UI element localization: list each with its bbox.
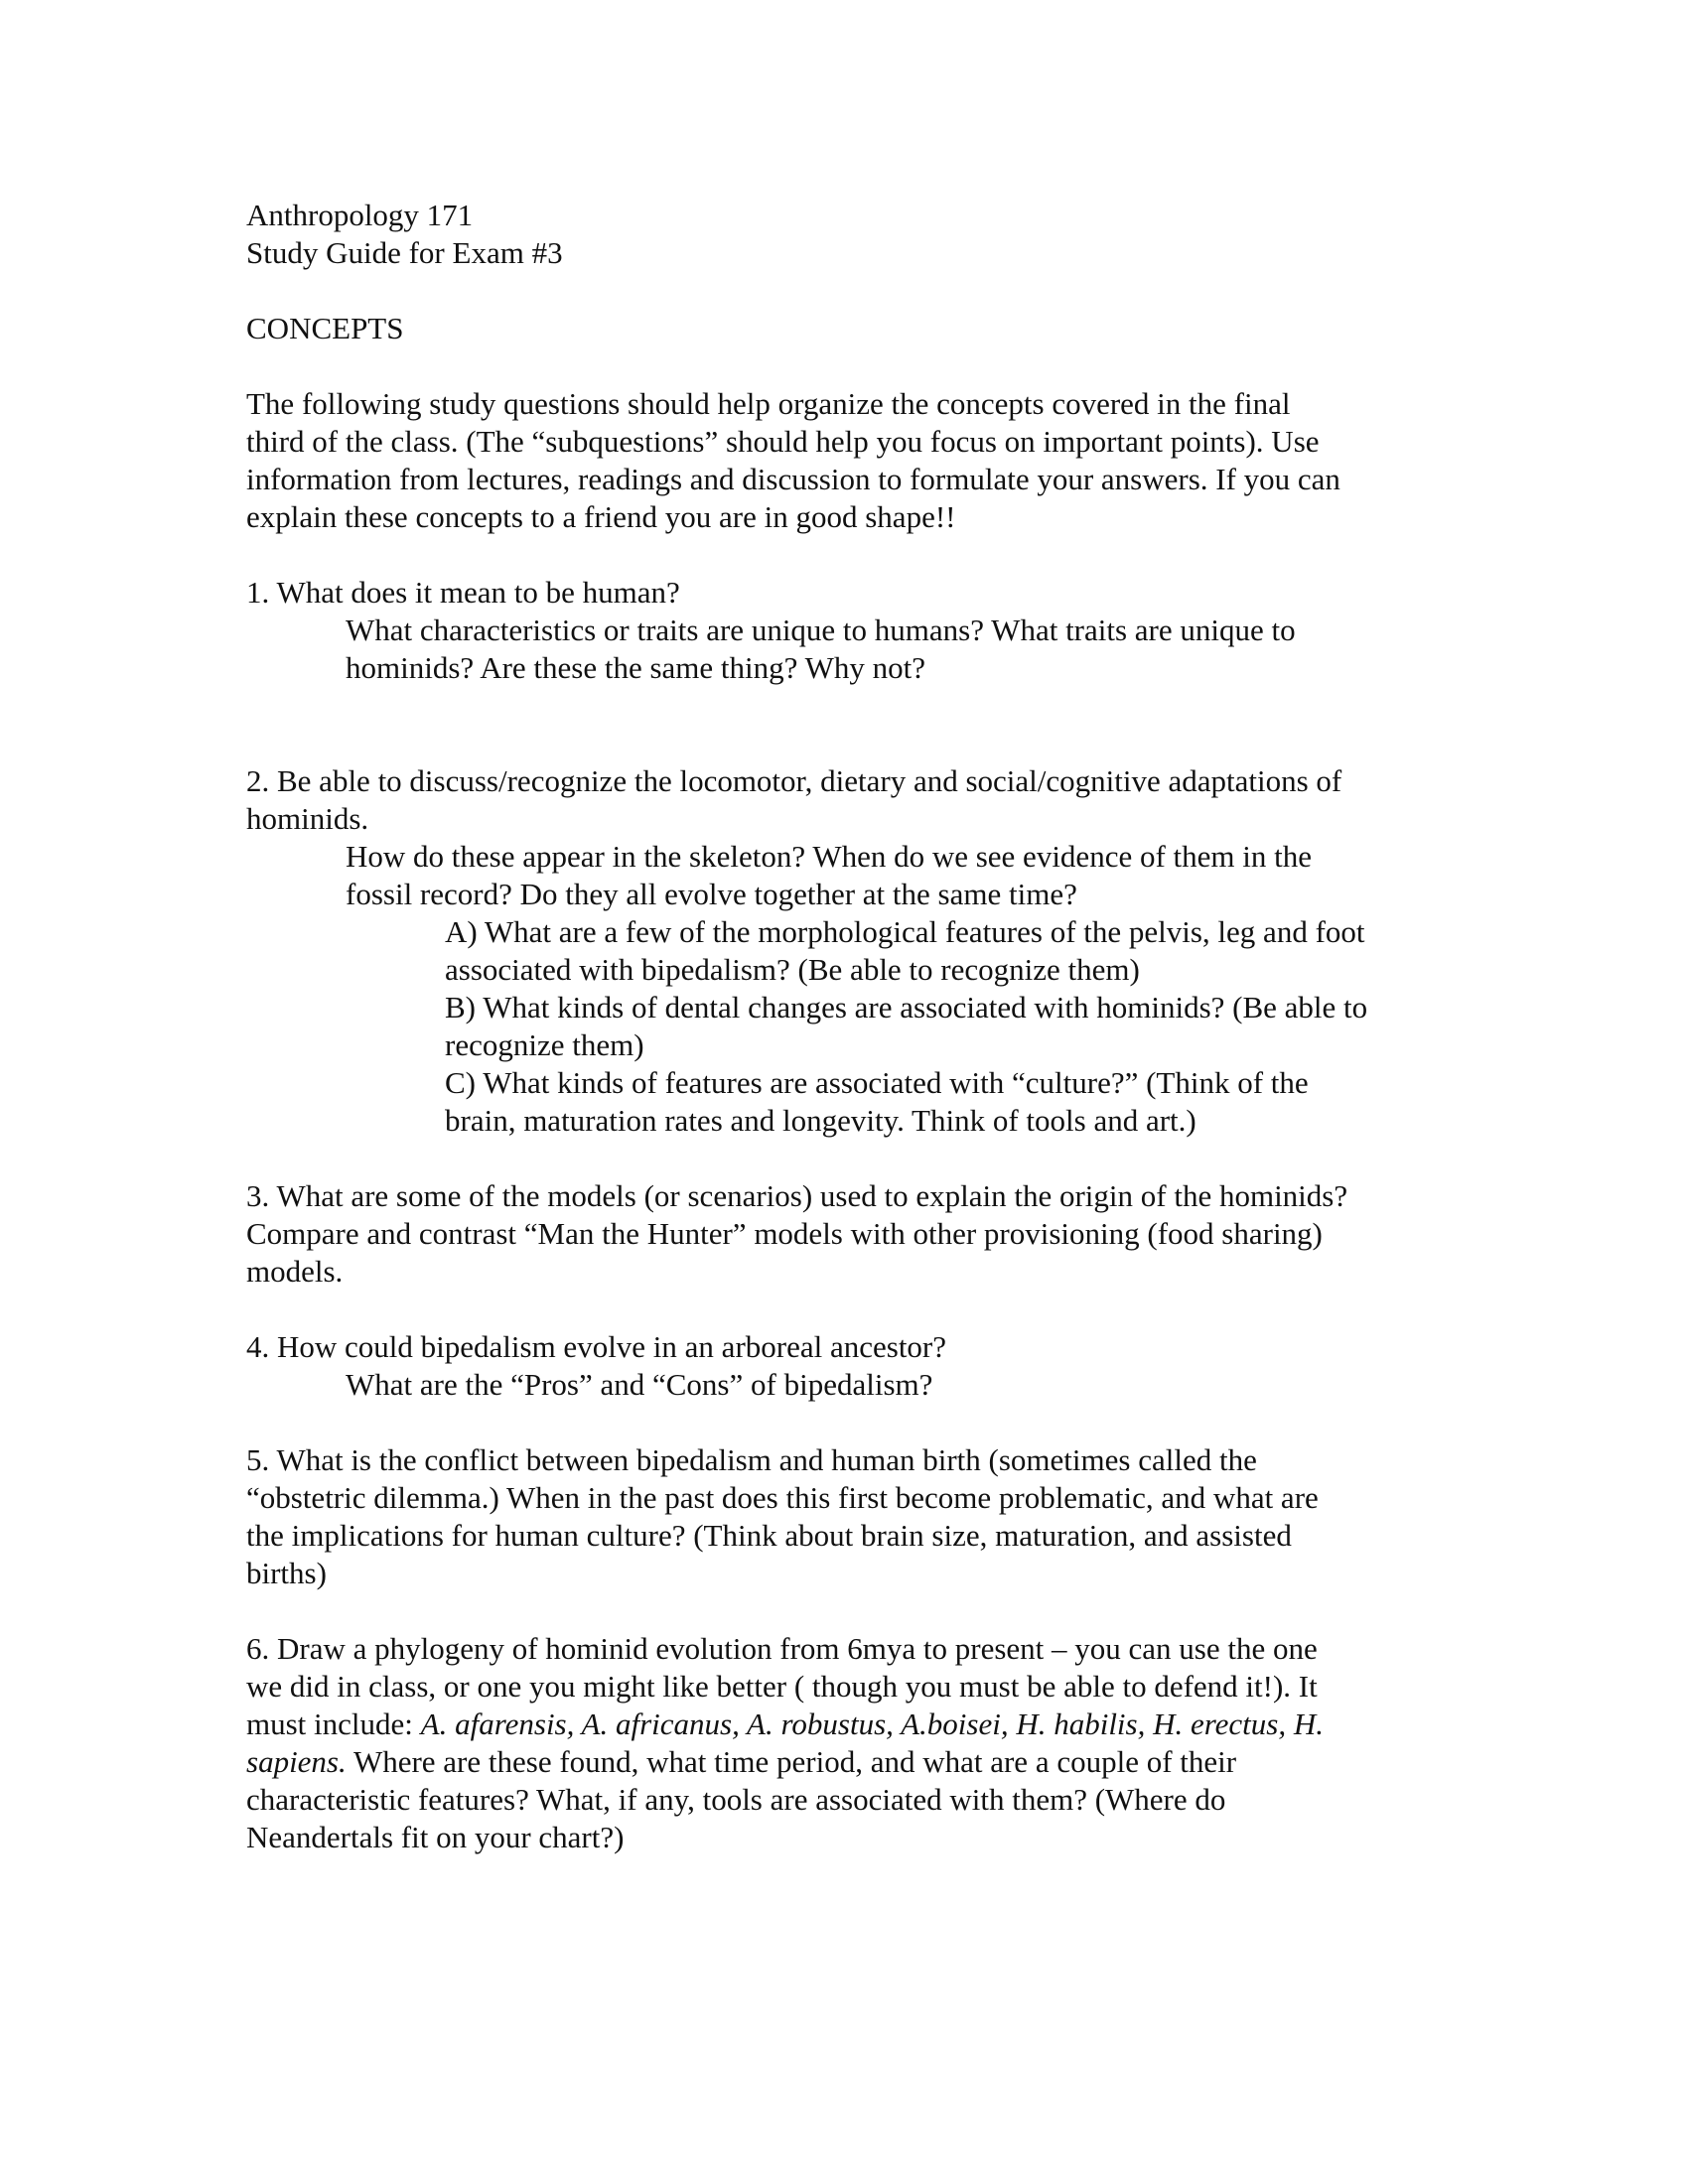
question-2c-line: C) What kinds of features are associated with “culture?” (Think of the	[445, 1065, 1309, 1100]
question-2-text: hominids.	[246, 801, 369, 836]
document-header	[246, 197, 1448, 272]
question-2	[246, 762, 1448, 1140]
question-5-line: births)	[246, 1556, 327, 1590]
guide-title: Study Guide for Exam #3	[246, 235, 563, 270]
question-3-line: Compare and contrast “Man the Hunter” models with other provisioning (food sharing)	[246, 1216, 1323, 1251]
question-4	[246, 1328, 1448, 1404]
question-6-line: characteristic features? What, if any, tools are associated with them? (Where do	[246, 1782, 1226, 1817]
question-2-text: 2. Be able to discuss/recognize the locomotor, dietary and social/cognitive adaptations of	[246, 763, 1342, 798]
question-6-line: 6. Draw a phylogeny of hominid evolution from 6mya to present – you can use the one	[246, 1631, 1318, 1666]
intro-line: information from lectures, readings and discussion to formulate your answers. If you can	[246, 462, 1340, 496]
intro-paragraph	[246, 385, 1448, 536]
species-list-prefix: must include:	[246, 1706, 421, 1741]
question-2a-line: associated with bipedalism? (Be able to recognize them)	[445, 952, 1140, 987]
question-2-sub-line: How do these appear in the skeleton? When do we see evidence of them in the	[346, 839, 1313, 874]
study-guide-page	[246, 197, 1448, 1856]
question-5-line: “obstetric dilemma.) When in the past does this first become problematic, and what are	[246, 1480, 1319, 1515]
question-6-line: we did in class, or one you might like better ( though you must be able to defend it!). It	[246, 1669, 1318, 1704]
question-5	[246, 1441, 1448, 1592]
course-title: Anthropology 171	[246, 198, 474, 232]
question-2b-line: B) What kinds of dental changes are associated with hominids? (Be able to	[445, 990, 1368, 1024]
question-2c-line: brain, maturation rates and longevity. Think of tools and art.)	[445, 1103, 1196, 1138]
question-6-continuation: Where are these found, what time period, and what are a couple of their	[346, 1744, 1237, 1779]
question-6-line: Neandertals fit on your chart?)	[246, 1820, 625, 1854]
question-1-text: 1. What does it mean to be human?	[246, 575, 680, 610]
question-1-sub-line: hominids? Are these the same thing? Why not?	[346, 650, 925, 685]
question-6	[246, 1630, 1448, 1856]
question-1	[246, 574, 1448, 687]
species-list: A. afarensis, A. africanus, A. robustus, A.boisei, H. habilis, H. erectus, H.	[420, 1706, 1324, 1741]
question-3-line: models.	[246, 1254, 344, 1289]
intro-line: third of the class. (The “subquestions” should help you focus on important points). Use	[246, 424, 1320, 459]
question-4-sub-line: What are the “Pros” and “Cons” of bipedalism?	[346, 1367, 933, 1402]
intro-line: explain these concepts to a friend you are in good shape!!	[246, 499, 956, 534]
question-2a-line: A) What are a few of the morphological features of the pelvis, leg and foot	[445, 914, 1365, 949]
question-6-line	[246, 1706, 1448, 1743]
question-2b-line: recognize them)	[445, 1027, 644, 1062]
intro-line: The following study questions should help organize the concepts covered in the final	[246, 386, 1291, 421]
question-6-line	[246, 1743, 1448, 1781]
question-1-sub-line: What characteristics or traits are unique to humans? What traits are unique to	[346, 613, 1296, 647]
question-3	[246, 1177, 1448, 1291]
species-list-end: sapiens.	[246, 1744, 347, 1779]
question-5-line: 5. What is the conflict between bipedalism and human birth (sometimes called the	[246, 1442, 1257, 1477]
question-5-line: the implications for human culture? (Think about brain size, maturation, and assisted	[246, 1518, 1292, 1553]
section-heading: CONCEPTS	[246, 311, 404, 345]
question-3-line: 3. What are some of the models (or scenarios) used to explain the origin of the hominids?	[246, 1178, 1348, 1213]
question-2-sub-line: fossil record? Do they all evolve together at the same time?	[346, 877, 1077, 911]
question-4-text: 4. How could bipedalism evolve in an arboreal ancestor?	[246, 1329, 947, 1364]
